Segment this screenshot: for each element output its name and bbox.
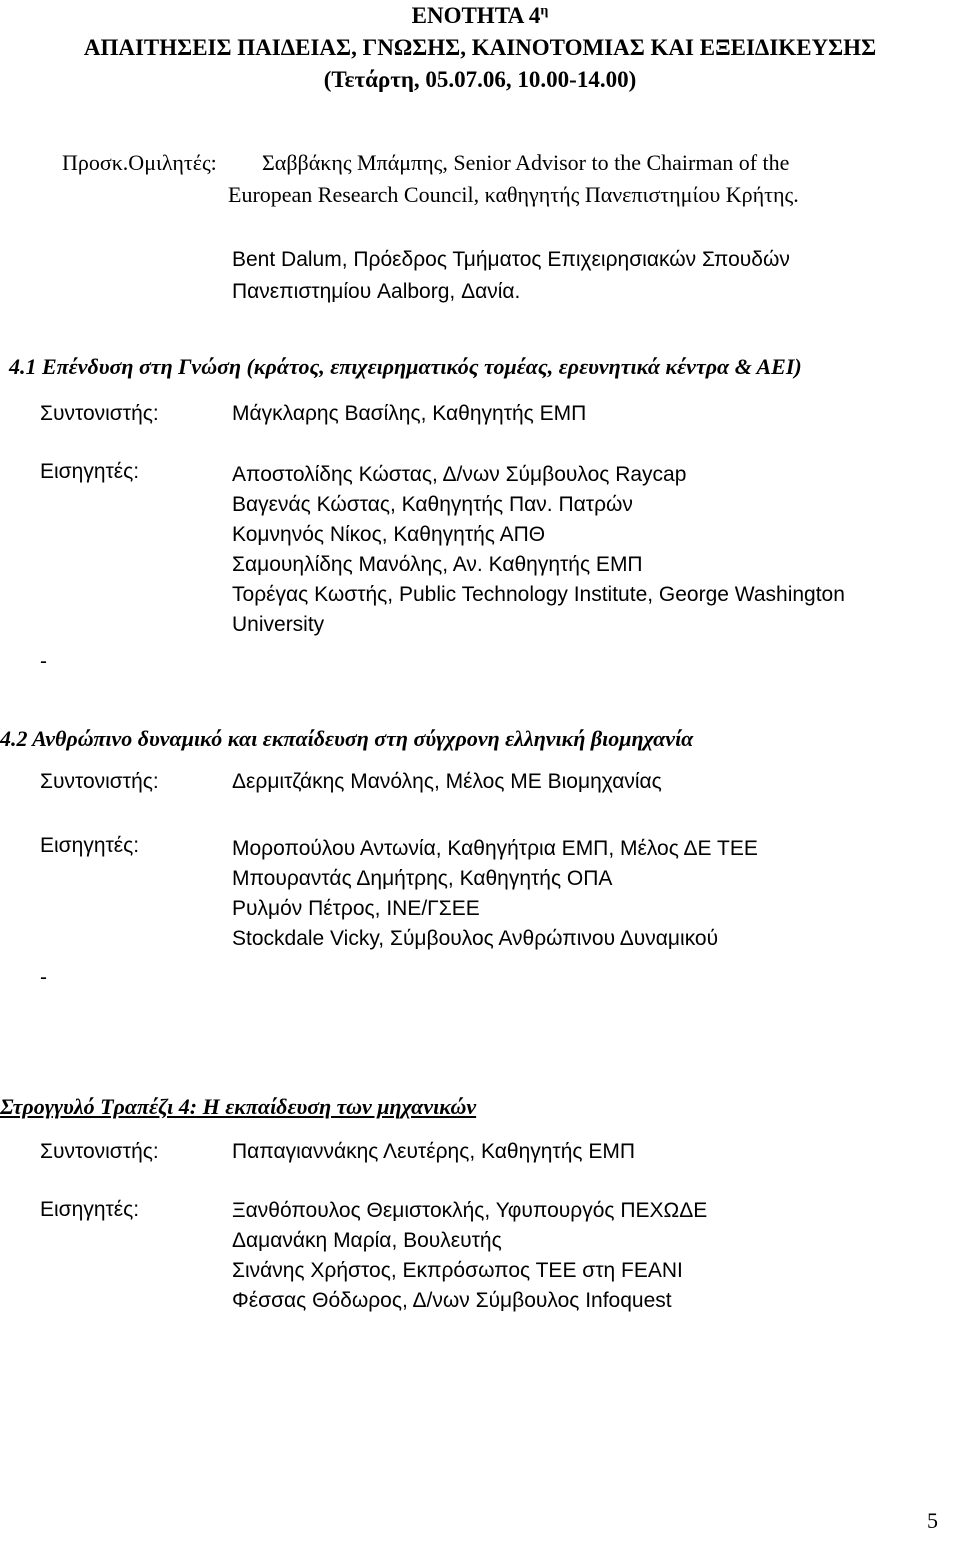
list-item: Βαγενάς Κώστας, Καθηγητής Παν. Πατρών bbox=[232, 493, 633, 516]
section-4-2-dash: - bbox=[40, 966, 47, 989]
section-4-1-coordinator-label: Συντονιστής: bbox=[40, 402, 159, 425]
invited-speaker-1-line-2: European Research Council, καθηγητής Πανεπιστημίου Κρήτης. bbox=[228, 182, 799, 207]
list-item: Ξανθόπουλος Θεμιστοκλής, Υφυπουργός ΠΕΧΩΔΕ bbox=[232, 1199, 708, 1222]
section-4-2-title: 4.2 Ανθρώπινο δυναμικό και εκπαίδευση στη σύγχρονη ελληνική βιομηχανία bbox=[0, 726, 694, 751]
unit-date: (Τετάρτη, 05.07.06, 10.00-14.00) bbox=[323, 67, 637, 92]
roundtable-title: Στρογγυλό Τραπέζι 4: Η εκπαίδευση των μηχανικών bbox=[0, 1094, 477, 1119]
section-4-1-title: 4.1 Επένδυση στη Γνώση (κράτος, επιχειρηματικός τομέας, ερευνητικά κέντρα & ΑΕΙ) bbox=[9, 354, 802, 379]
roundtable-coordinator: Παπαγιαννάκης Λευτέρης, Καθηγητής ΕΜΠ bbox=[232, 1140, 636, 1163]
section-4-2-presenters-label: Εισηγητές: bbox=[40, 834, 140, 857]
section-4-2-presenters-list bbox=[232, 834, 758, 954]
page-number: 5 bbox=[927, 1508, 938, 1533]
invited-speaker-2-line-1: Bent Dalum, Πρόεδρος Τμήματος Επιχειρησιακών Σπουδών bbox=[232, 248, 790, 271]
list-item: Κομνηνός Νίκος, Καθηγητής ΑΠΘ bbox=[232, 523, 546, 546]
list-item: Μοροπούλου Αντωνία, Καθηγήτρια ΕΜΠ, Μέλος ΔΕ ΤΕΕ bbox=[232, 837, 758, 860]
unit-title-superscript: η bbox=[540, 3, 549, 19]
list-item: Σαμουηλίδης Μανόλης, Αν. Καθηγητής ΕΜΠ bbox=[232, 553, 643, 576]
list-item: Τορέγας Κωστής, Public Technology Institute, George Washington bbox=[232, 583, 845, 606]
section-4-2-coordinator: Δερμιτζάκης Μανόλης, Μέλος ΜΕ Βιομηχανίας bbox=[232, 770, 662, 793]
unit-title: ΕΝΟΤΗΤΑ $4^\eta$ bbox=[411, 3, 549, 28]
invited-speakers-label: Προσκ.Ομιλητές: bbox=[62, 150, 217, 175]
list-item: Σινάνης Χρήστος, Εκπρόσωπος ΤΕΕ στη FEANI bbox=[232, 1259, 683, 1282]
section-4-2-coordinator-label: Συντονιστής: bbox=[40, 770, 159, 793]
section-4-1-coordinator: Μάγκλαρης Βασίλης, Καθηγητής ΕΜΠ bbox=[232, 402, 587, 425]
invited-speaker-1-line-1: Σαββάκης Μπάμπης, Senior Advisor to the Chairman of the bbox=[262, 150, 790, 175]
document-header bbox=[0, 0, 960, 96]
section-4-1-presenters-label: Εισηγητές: bbox=[40, 460, 140, 483]
unit-subtitle: ΑΠΑΙΤΗΣΕΙΣ ΠΑΙΔΕΙΑΣ, ΓΝΩΣΗΣ, ΚΑΙΝΟΤΟΜΙΑΣ ΚΑΙ ΕΞΕΙΔΙΚΕΥΣΗΣ bbox=[83, 35, 877, 60]
list-item: Stockdale Vicky, Σύμβουλος Ανθρώπινου Δυναμικού bbox=[232, 927, 719, 950]
section-4-1-presenters-list bbox=[232, 460, 845, 640]
section-4-1-dash: - bbox=[40, 650, 47, 673]
list-item: Δαμανάκη Μαρία, Βουλευτής bbox=[232, 1229, 502, 1252]
list-item: University bbox=[232, 613, 325, 636]
roundtable-presenters-list bbox=[232, 1196, 707, 1316]
invited-speaker-2-line-2: Πανεπιστημίου Aalborg, Δανία. bbox=[232, 280, 521, 303]
roundtable-presenters-label: Εισηγητές: bbox=[40, 1198, 140, 1221]
list-item: Ρυλμόν Πέτρος, ΙΝΕ/ΓΣΕΕ bbox=[232, 897, 480, 920]
roundtable-coordinator-label: Συντονιστής: bbox=[40, 1140, 159, 1163]
list-item: Φέσσας Θόδωρος, Δ/νων Σύμβουλος Infoquest bbox=[232, 1289, 672, 1312]
list-item: Μπουραντάς Δημήτρης, Καθηγητής ΟΠΑ bbox=[232, 867, 613, 890]
list-item: Αποστολίδης Κώστας, Δ/νων Σύμβουλος Raycap bbox=[232, 463, 687, 486]
